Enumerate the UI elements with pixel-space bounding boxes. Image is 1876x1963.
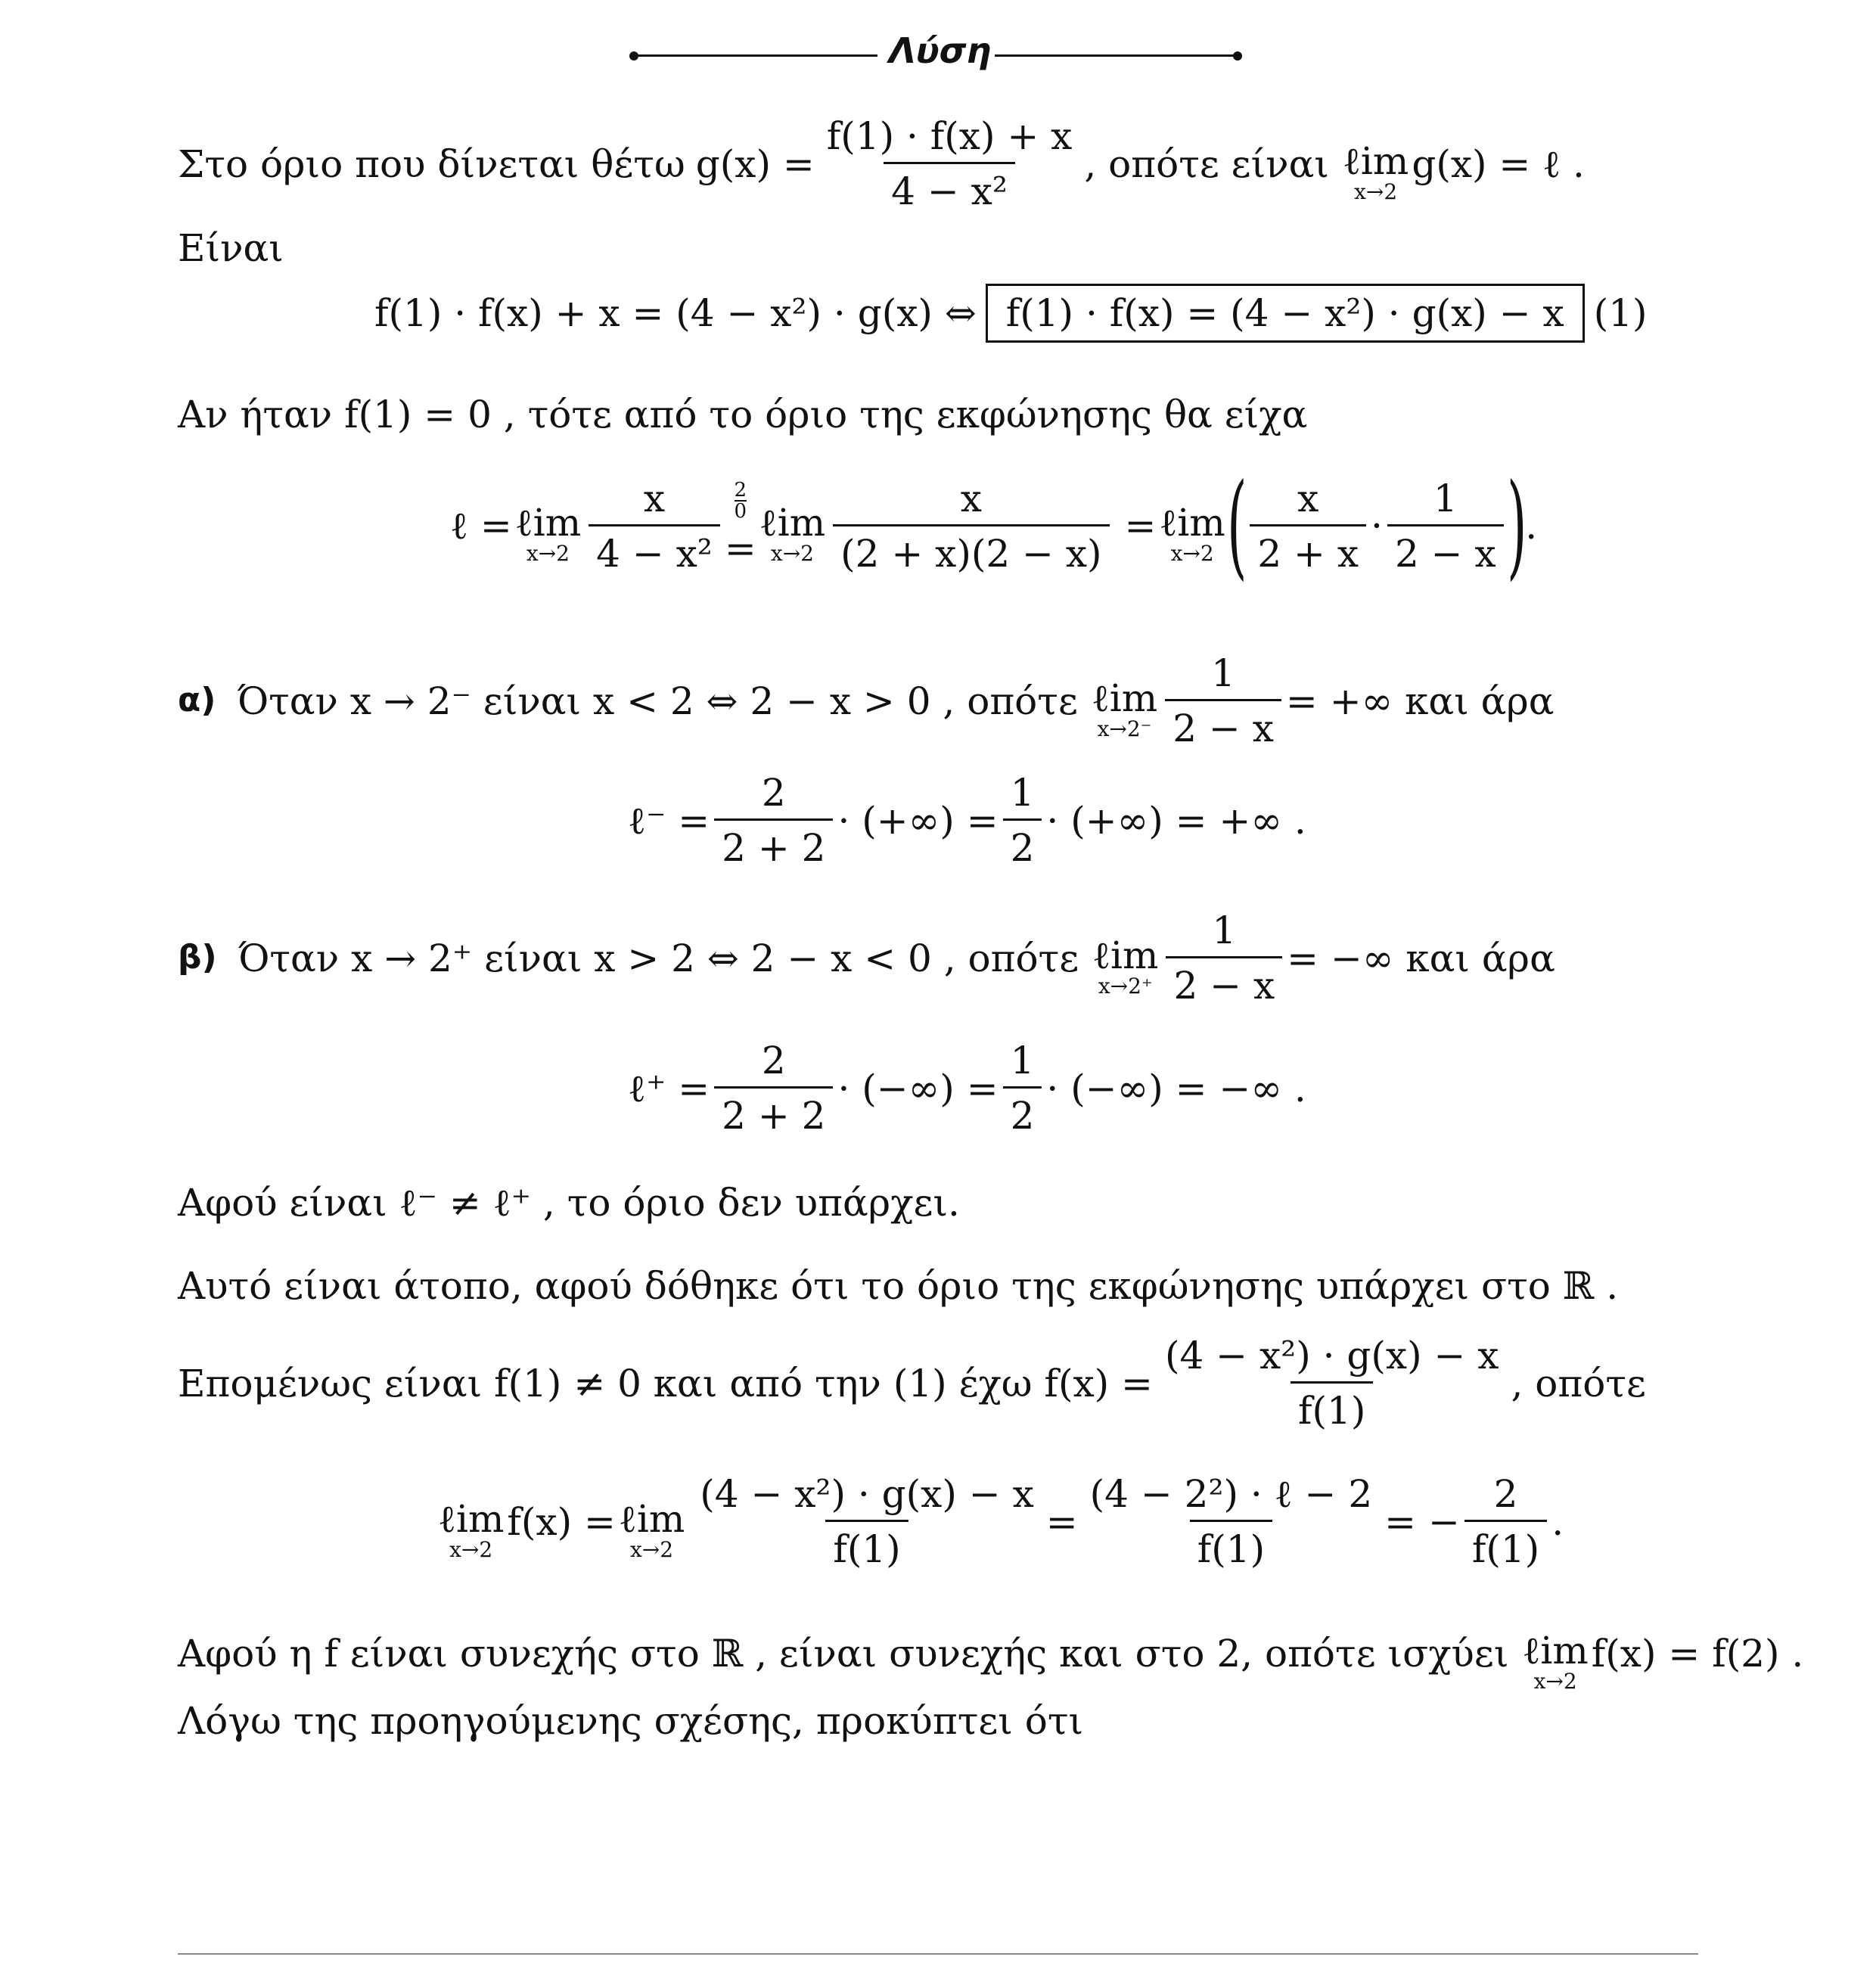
beta-eq-start: ℓ⁺ = xyxy=(628,1066,710,1110)
eq3-fraction-2 xyxy=(1082,1471,1381,1572)
footer-rule xyxy=(178,1953,1698,1955)
eq3-fraction-3 xyxy=(1464,1471,1547,1572)
beta-eq-f2-num: 1 xyxy=(1010,1039,1035,1082)
alpha-eq-f2-num: 1 xyxy=(1010,771,1035,815)
alpha-lim-word: ℓim xyxy=(1091,676,1158,720)
eq2-f3-den: 2 + x xyxy=(1250,524,1366,576)
p7-limit xyxy=(1522,1628,1588,1694)
beta-eq-f1-den: 2 + 2 xyxy=(714,1086,833,1138)
eq3-f3-num: 2 xyxy=(1493,1472,1518,1516)
p6-den: f(1) xyxy=(1291,1381,1373,1433)
eq2-indeterminate xyxy=(725,480,756,571)
eq3-eq: = xyxy=(1045,1499,1078,1544)
eq2-lim1-sub: x→2 xyxy=(526,541,570,567)
case-beta xyxy=(178,908,1555,1008)
eq2-limit-1 xyxy=(515,500,581,567)
beta-eq-mid: · (−∞) = xyxy=(837,1066,999,1110)
p1-lim-word: ℓim xyxy=(1342,138,1409,183)
p1-lim-sub: x→2 xyxy=(1354,179,1398,204)
beta-fraction xyxy=(1166,908,1282,1008)
eq2-eq-2: = xyxy=(1124,504,1157,548)
eq3-f2-num: (4 − 2²) · ℓ − 2 xyxy=(1089,1472,1373,1516)
alpha-eq-f1-num: 2 xyxy=(761,771,786,815)
p6-text: Επομένως είναι f(1) ≠ 0 και από την (1) έχω f(x) = xyxy=(178,1361,1153,1405)
eq2-f4-num: 1 xyxy=(1433,476,1458,520)
eq2-right-paren: ) xyxy=(1506,460,1527,592)
p1-numerator: f(1) · f(x) + x xyxy=(826,114,1073,158)
p1-fraction xyxy=(819,113,1080,214)
alpha-eq-mid: · (+∞) = xyxy=(837,798,999,843)
eq2-f1-den: 4 − x² xyxy=(589,524,720,576)
title-right-rule xyxy=(995,54,1237,57)
beta-label: β) xyxy=(178,938,217,977)
paragraph-4: Αφού είναι ℓ⁻ ≠ ℓ⁺ , το όριο δεν υπάρχει. xyxy=(178,1181,960,1225)
eq2-limit-3 xyxy=(1159,500,1225,567)
eq3-lim2-sub: x→2 xyxy=(630,1536,674,1562)
eq2-fraction-3 xyxy=(1250,476,1366,576)
eq2-f3-num: x xyxy=(1297,476,1319,520)
paragraph-8: Λόγω της προηγούμενης σχέσης, προκύπτει ότι xyxy=(178,1699,1084,1743)
beta-equation xyxy=(628,1038,1306,1138)
eq3-end: . xyxy=(1551,1499,1564,1544)
alpha-equation xyxy=(628,770,1306,871)
eq1-tag: (1) xyxy=(1593,291,1648,335)
eq3-eq2: = − xyxy=(1384,1499,1460,1544)
eq2-f1-num: x xyxy=(643,476,666,520)
beta-eq-f1-num: 2 xyxy=(761,1039,786,1082)
eq2-lim2-sub: x→2 xyxy=(770,541,814,567)
eq2-left-paren: ( xyxy=(1226,460,1247,592)
eq3-f1-num: (4 − x²) · g(x) − x xyxy=(700,1472,1034,1516)
alpha-eq-fraction-2 xyxy=(1003,770,1042,871)
beta-lim-sub: x→2⁺ xyxy=(1098,973,1153,999)
paragraph-6 xyxy=(178,1333,1646,1433)
beta-eq-end: · (−∞) = −∞ . xyxy=(1046,1066,1306,1110)
equation-2 xyxy=(450,460,1538,592)
p1-limit xyxy=(1343,138,1409,205)
eq1-left: f(1) · f(x) + x = (4 − x²) · g(x) ⇔ xyxy=(374,291,977,335)
beta-limit xyxy=(1092,933,1158,999)
p6-tail: , οπότε xyxy=(1511,1361,1646,1405)
eq2-f4-den: 2 − x xyxy=(1387,524,1504,576)
eq2-eq-1: = xyxy=(724,526,756,570)
alpha-lim-sub: x→2⁻ xyxy=(1097,716,1152,741)
alpha-eq-f1-den: 2 + 2 xyxy=(714,818,833,871)
p7-tail: f(x) = f(2) . xyxy=(1591,1631,1804,1676)
title-left-rule xyxy=(635,54,877,57)
beta-eq-fraction-2 xyxy=(1003,1038,1042,1138)
paragraph-2: Είναι xyxy=(178,226,284,270)
eq2-f2-num: x xyxy=(960,476,982,520)
eq3-limit-2 xyxy=(619,1496,685,1563)
eq2-lim1-word: ℓim xyxy=(514,501,582,545)
eq3-fraction-1 xyxy=(692,1471,1042,1572)
paragraph-7 xyxy=(178,1620,1804,1694)
eq2-lim2-word: ℓim xyxy=(759,501,826,545)
eq3-lim1-sub: x→2 xyxy=(449,1536,493,1562)
eq2-over-frac xyxy=(735,480,747,521)
eq2-limit-2 xyxy=(759,500,825,567)
beta-den: 2 − x xyxy=(1166,956,1282,1008)
eq3-lim2-word: ℓim xyxy=(618,1496,685,1541)
alpha-tail: = +∞ και άρα xyxy=(1285,679,1555,723)
alpha-den: 2 − x xyxy=(1165,699,1281,751)
eq3-a: f(x) = xyxy=(507,1499,616,1544)
eq2-over-num: 2 xyxy=(734,479,747,502)
alpha-num: 1 xyxy=(1211,651,1235,695)
eq2-over-den: 0 xyxy=(734,500,747,523)
beta-eq-f2-den: 2 xyxy=(1003,1086,1042,1138)
eq1-boxed: f(1) · f(x) = (4 − x²) · g(x) − x xyxy=(986,284,1585,343)
eq2-fraction-2 xyxy=(833,476,1109,576)
equation-1 xyxy=(374,284,1648,343)
eq3-lim1-word: ℓim xyxy=(438,1496,505,1541)
title-right-dot xyxy=(1233,51,1242,61)
alpha-eq-f2-den: 2 xyxy=(1003,818,1042,871)
eq2-fraction-1 xyxy=(589,476,720,576)
beta-tail: = −∞ και άρα xyxy=(1287,936,1555,980)
p7-text: Αφού η f είναι συνεχής στο ℝ , είναι συνεχής και στο 2, οπότε ισχύει xyxy=(178,1631,1509,1676)
case-alpha xyxy=(178,651,1555,751)
equation-3 xyxy=(435,1471,1564,1572)
alpha-text: Όταν x → 2⁻ είναι x < 2 ⇔ 2 − x > 0 , οπότε xyxy=(237,679,1078,723)
p1-denominator: 4 − x² xyxy=(884,162,1015,214)
eq3-f2-den: f(1) xyxy=(1190,1520,1272,1572)
alpha-label: α) xyxy=(178,681,216,720)
eq2-start: ℓ = xyxy=(450,504,512,548)
p1-intro: Στο όριο που δίνεται θέτω xyxy=(178,141,685,186)
eq2-lim3-word: ℓim xyxy=(1159,501,1225,545)
eq3-limit-1 xyxy=(438,1496,504,1563)
section-title: Λύση xyxy=(889,30,992,71)
eq2-dot: · xyxy=(1371,504,1383,548)
p1-then: , οπότε είναι xyxy=(1084,141,1329,186)
eq2-f2-den: (2 + x)(2 − x) xyxy=(833,524,1109,576)
alpha-eq-end: · (+∞) = +∞ . xyxy=(1046,798,1306,843)
eq3-f1-den: f(1) xyxy=(825,1520,908,1572)
beta-num: 1 xyxy=(1212,909,1237,952)
p7-lim-sub: x→2 xyxy=(1533,1669,1577,1694)
p1-tail: g(x) = ℓ . xyxy=(1412,141,1585,186)
eq3-f3-den: f(1) xyxy=(1464,1520,1547,1572)
eq2-fraction-4 xyxy=(1387,476,1504,576)
eq2-end: . xyxy=(1525,504,1538,548)
paragraph-3: Αν ήταν f(1) = 0 , τότε από το όριο της εκφώνησης θα είχα xyxy=(178,393,1308,436)
beta-lim-word: ℓim xyxy=(1092,933,1159,977)
beta-text: Όταν x → 2⁺ είναι x > 2 ⇔ 2 − x < 0 , οπότε xyxy=(238,936,1079,980)
alpha-eq-fraction-1 xyxy=(714,770,833,871)
alpha-limit xyxy=(1092,676,1157,742)
p6-fraction xyxy=(1157,1333,1507,1433)
p6-num: (4 − x²) · g(x) − x xyxy=(1164,1334,1499,1378)
paragraph-5: Αυτό είναι άτοπο, αφού δόθηκε ότι το όριο της εκφώνησης υπάρχει στο ℝ . xyxy=(178,1264,1619,1308)
alpha-fraction xyxy=(1165,651,1281,751)
p7-lim-word: ℓim xyxy=(1522,1629,1589,1673)
p1-gdef: g(x) = xyxy=(695,141,815,186)
alpha-eq-start: ℓ⁻ = xyxy=(628,798,710,843)
paragraph-1 xyxy=(178,113,1585,214)
beta-eq-fraction-1 xyxy=(714,1038,833,1138)
eq2-lim3-sub: x→2 xyxy=(1170,541,1214,567)
